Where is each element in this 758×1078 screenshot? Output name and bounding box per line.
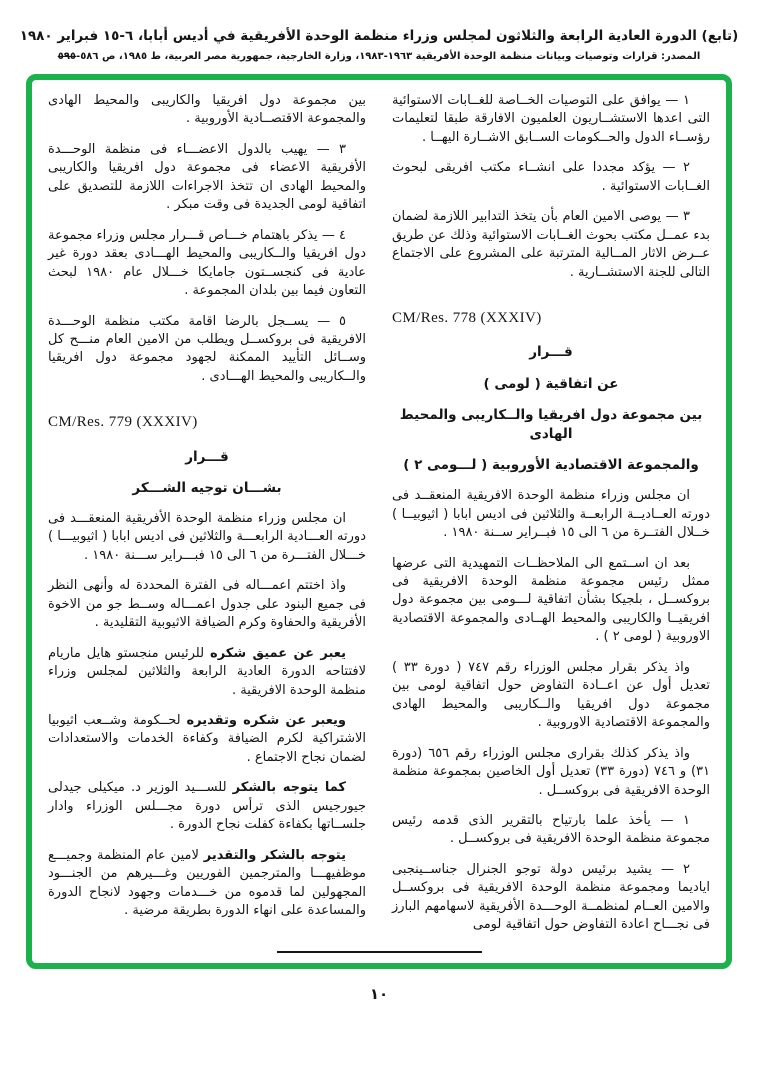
body-paragraph: ٢ — يؤكد مجددا على انشــاء مكتب افريقى لبحوث الغــابات الاستوائية . [392,160,710,194]
section-heading: عن اتفاقية ( لومى ) [483,375,619,392]
body-paragraph: ٣ — يهيب بالدول الاعضـــاء فى منظمة الوحـــدة الأفريقية الاعضاء فى مجموعة دول افريقيا والكاريبى والمحيط الهادى ان تتخذ الاجراءات اللازمة للتصديق على اتفاقية لومى الجديدة فى وقت مبكر . [48,141,366,213]
body-paragraph: ٣ — يوصى الامين العام بأن يتخذ التدابير اللازمة لضمان بدء عمــل مكتب بحوث الغــابات الاستوائية وذلك عن طريق عــرض الاثار المــالية المترتبة على المشروع على الاجتماع التالى للجنة الاستشــارية . [392,209,710,280]
source-text: المصدر: قرارات وتوصيات وبيانات منظمة الوحدة الأفريقية ١٩٦٣-١٩٨٣، وزارة الخارجية، جمهورية مصر العربية، ط ١٩٨٥، ص ٥٨٦- [76,51,701,62]
end-of-text-rule [277,951,482,953]
body-paragraph: ٢ — يشيد برئيس دولة توجو الجنرال جناســينجبى اياديما ومجموعة منظمة الوحدة الافريقية فى بروكســل والامين العــام لمنظمــة الوحـــدة الأفريقية لاسهامهم البارز فى نجـــاح اعادة التفاوض حول اتفاقية لومى [392,861,710,933]
body-paragraph: ١ — يأخذ علما بارتياح بالتقرير الذى قدمه رئيس مجموعة منظمة الوحدة الافريقية فى بروكســل . [392,812,710,847]
paragraph-lead-bold: يتوجه بالشكر والتقدير [203,847,346,863]
body-paragraph: ان مجلس وزراء منظمة الوحدة الافريقية المنعقــد فى دورته العــاديــة الرابعــة والثلاثين فى اديس ابابا ( اثيوبيــا ) خــلال الفتــرة من ٦ الى ١٥ فبــراير ســنة ١٩٨٠ . [392,488,710,541]
body-paragraph: واذ اختتم اعمـــاله فى الفترة المحددة له وأنهى النظر فى جميع البنود على جدول اعمـــاله وســط جو من الاخوة الأفريقية والحفاوة وكرم الضيافة الاثيوبية التقليدية . [48,578,366,631]
resolution-code: CM/Res. 779 (XXXIV) [48,414,198,431]
body-paragraph: ان مجلس وزراء منظمة الوحدة الأفريقية المنعقـــد فى دورته العـــادية الرابعـــة والثلاثين فى اديس ابابا ( اثيوبيـــا ) خـــلال الفتـــرة من ٦ الى ١٥ فبـــراير ســـنة ١٩٨٠ . [48,510,366,563]
section-heading: بين مجموعة دول افريقيا والــكاريبى والمحيط الهادى [399,406,703,442]
page-header [0,0,758,62]
section-heading: قـــرار [529,344,573,361]
body-paragraph: ٥ — يســجل بالرضا اقامة مكتب منظمة الوحـــدة الافريقية فى بروكســل ويطلب من الامين العام منـــح كل وســائل التأييد الممكنة لجهود مجموعة دول افريقيا والــكاريبى والمحيط الهـــادى . [48,313,366,384]
body-paragraph: كما يتوجه بالشكر للســـيد الوزير د. ميكيلى جيدلى جيورجيس الذى ترأس دورة مجـــلس الوزراء وادار جلســاتها بكفاءة كفلت نجاح الدورة . [48,780,366,833]
source-page-range-struck: ٥٩٥ [57,51,77,62]
body-paragraph: ويعبر عن شكره وتقديره لحــكومة وشــعب اثيوبيا الاشتراكية لكرم الضيافة وكفاءة الخدمات والاستعدادات لضمان نجاح الاجتماع . [48,713,366,765]
page-number: ١٠ [369,984,389,1003]
section-heading: بشـــان توجيه الشـــكر [132,479,282,496]
body-paragraph: يعبر عن عميق شكره للرئيس منجستو هايل ماريام لافتتاحه الدورة العادية الرابعة والثلاثين لمجلس وزراء منظمة الوحدة الافريقية . [48,645,366,698]
body-paragraph: ١ — يوافق على التوصيات الخــاصة للغــابات الاستوائية التى اعدها الاستشــاريون العلميون الافارقة طبقا لتعليمات رؤســاء الدول والحــكومات الســابق الاشــارة اليهــا . [392,93,710,145]
section-heading: والمجموعة الاقتصادية الأوروبية ( لـــومى ٢ ) [403,457,699,473]
paragraph-lead-bold: كما يتوجه بالشكر [232,780,346,796]
body-paragraph: واذ يذكر كذلك بقرارى مجلس الوزراء رقم ٦٥٦ (دورة ٣١) و ٧٤٦ (دورة ٣٣) تعديل أول الخاصين بمجموعة منظمة الوحدة الافريقية فى بروكســل . [392,745,710,798]
text-columns [48,92,710,947]
green-border-frame [26,74,732,969]
header-source-line [0,51,758,62]
column-left [48,92,366,933]
section-heading: قـــرار [185,448,229,465]
body-paragraph: يتوجه بالشكر والتقدير لامين عام المنظمة وجميـــع موظفيهـــا والمترجمين الفوريين وغـــيرهم من الجنـــود المجهولين لما قدموه من خـــدمات وجهود لانجاح الدورة والمساعدة على انهاء الدورة بطريقة مرضية . [48,847,366,919]
body-paragraph: واذ يذكر بقرار مجلس الوزراء رقم ٧٤٧ ( دورة ٣٣ ) تعديل أول عن اعــادة التفاوض حول اتفاقية لومى بين مجموعة دول افريقيا والــكاريبى والمحيط الهادى والمجموعة الاقتصادية الاوروبية . [392,659,710,731]
page-footer [0,985,758,1003]
paragraph-lead-bold: ويعبر عن شكره وتقديره [186,713,346,729]
body-paragraph: بين مجموعة دول افريقيا والكاريبى والمحيط الهادى والمجموعة الاقتصــادية الأوروبية . [48,93,366,127]
paragraph-lead-bold: يعبر عن عميق شكره [210,645,346,661]
body-paragraph: بعد ان اســتمع الى الملاحظــات التمهيدية التى عرضها ممثل رئيس مجموعة منظمة الوحدة الافريقية فى بروكســل ، بلجيكا بشأن اتفاقية لـــومى بين مجموعة دول افريقيــا والكاريبى والمحيط الهــادى والمجموعة الاقتصادية الاوروبية ( لومى ٢ ) . [392,555,710,645]
body-paragraph: ٤ — يذكر باهتمام خـــاص قـــرار مجلس وزراء مجموعة دول افريقيا والــكاريبى والمحيط الهـــادى بعقد دورة غير عادية فى كنجســتون جامايكا خـــلال عام ١٩٨٠ لبحث التعاون فيما بين بلدان المجموعة . [48,227,366,299]
column-right [392,92,710,947]
header-session-title: (تابع) الدورة العادية الرابعة والثلاثون لمجلس وزراء منظمة الوحدة الأفريقية في أديس أبابا، ٦-١٥ فبراير ١٩٨٠ [19,28,739,44]
resolution-code: CM/Res. 778 (XXXIV) [392,310,542,327]
